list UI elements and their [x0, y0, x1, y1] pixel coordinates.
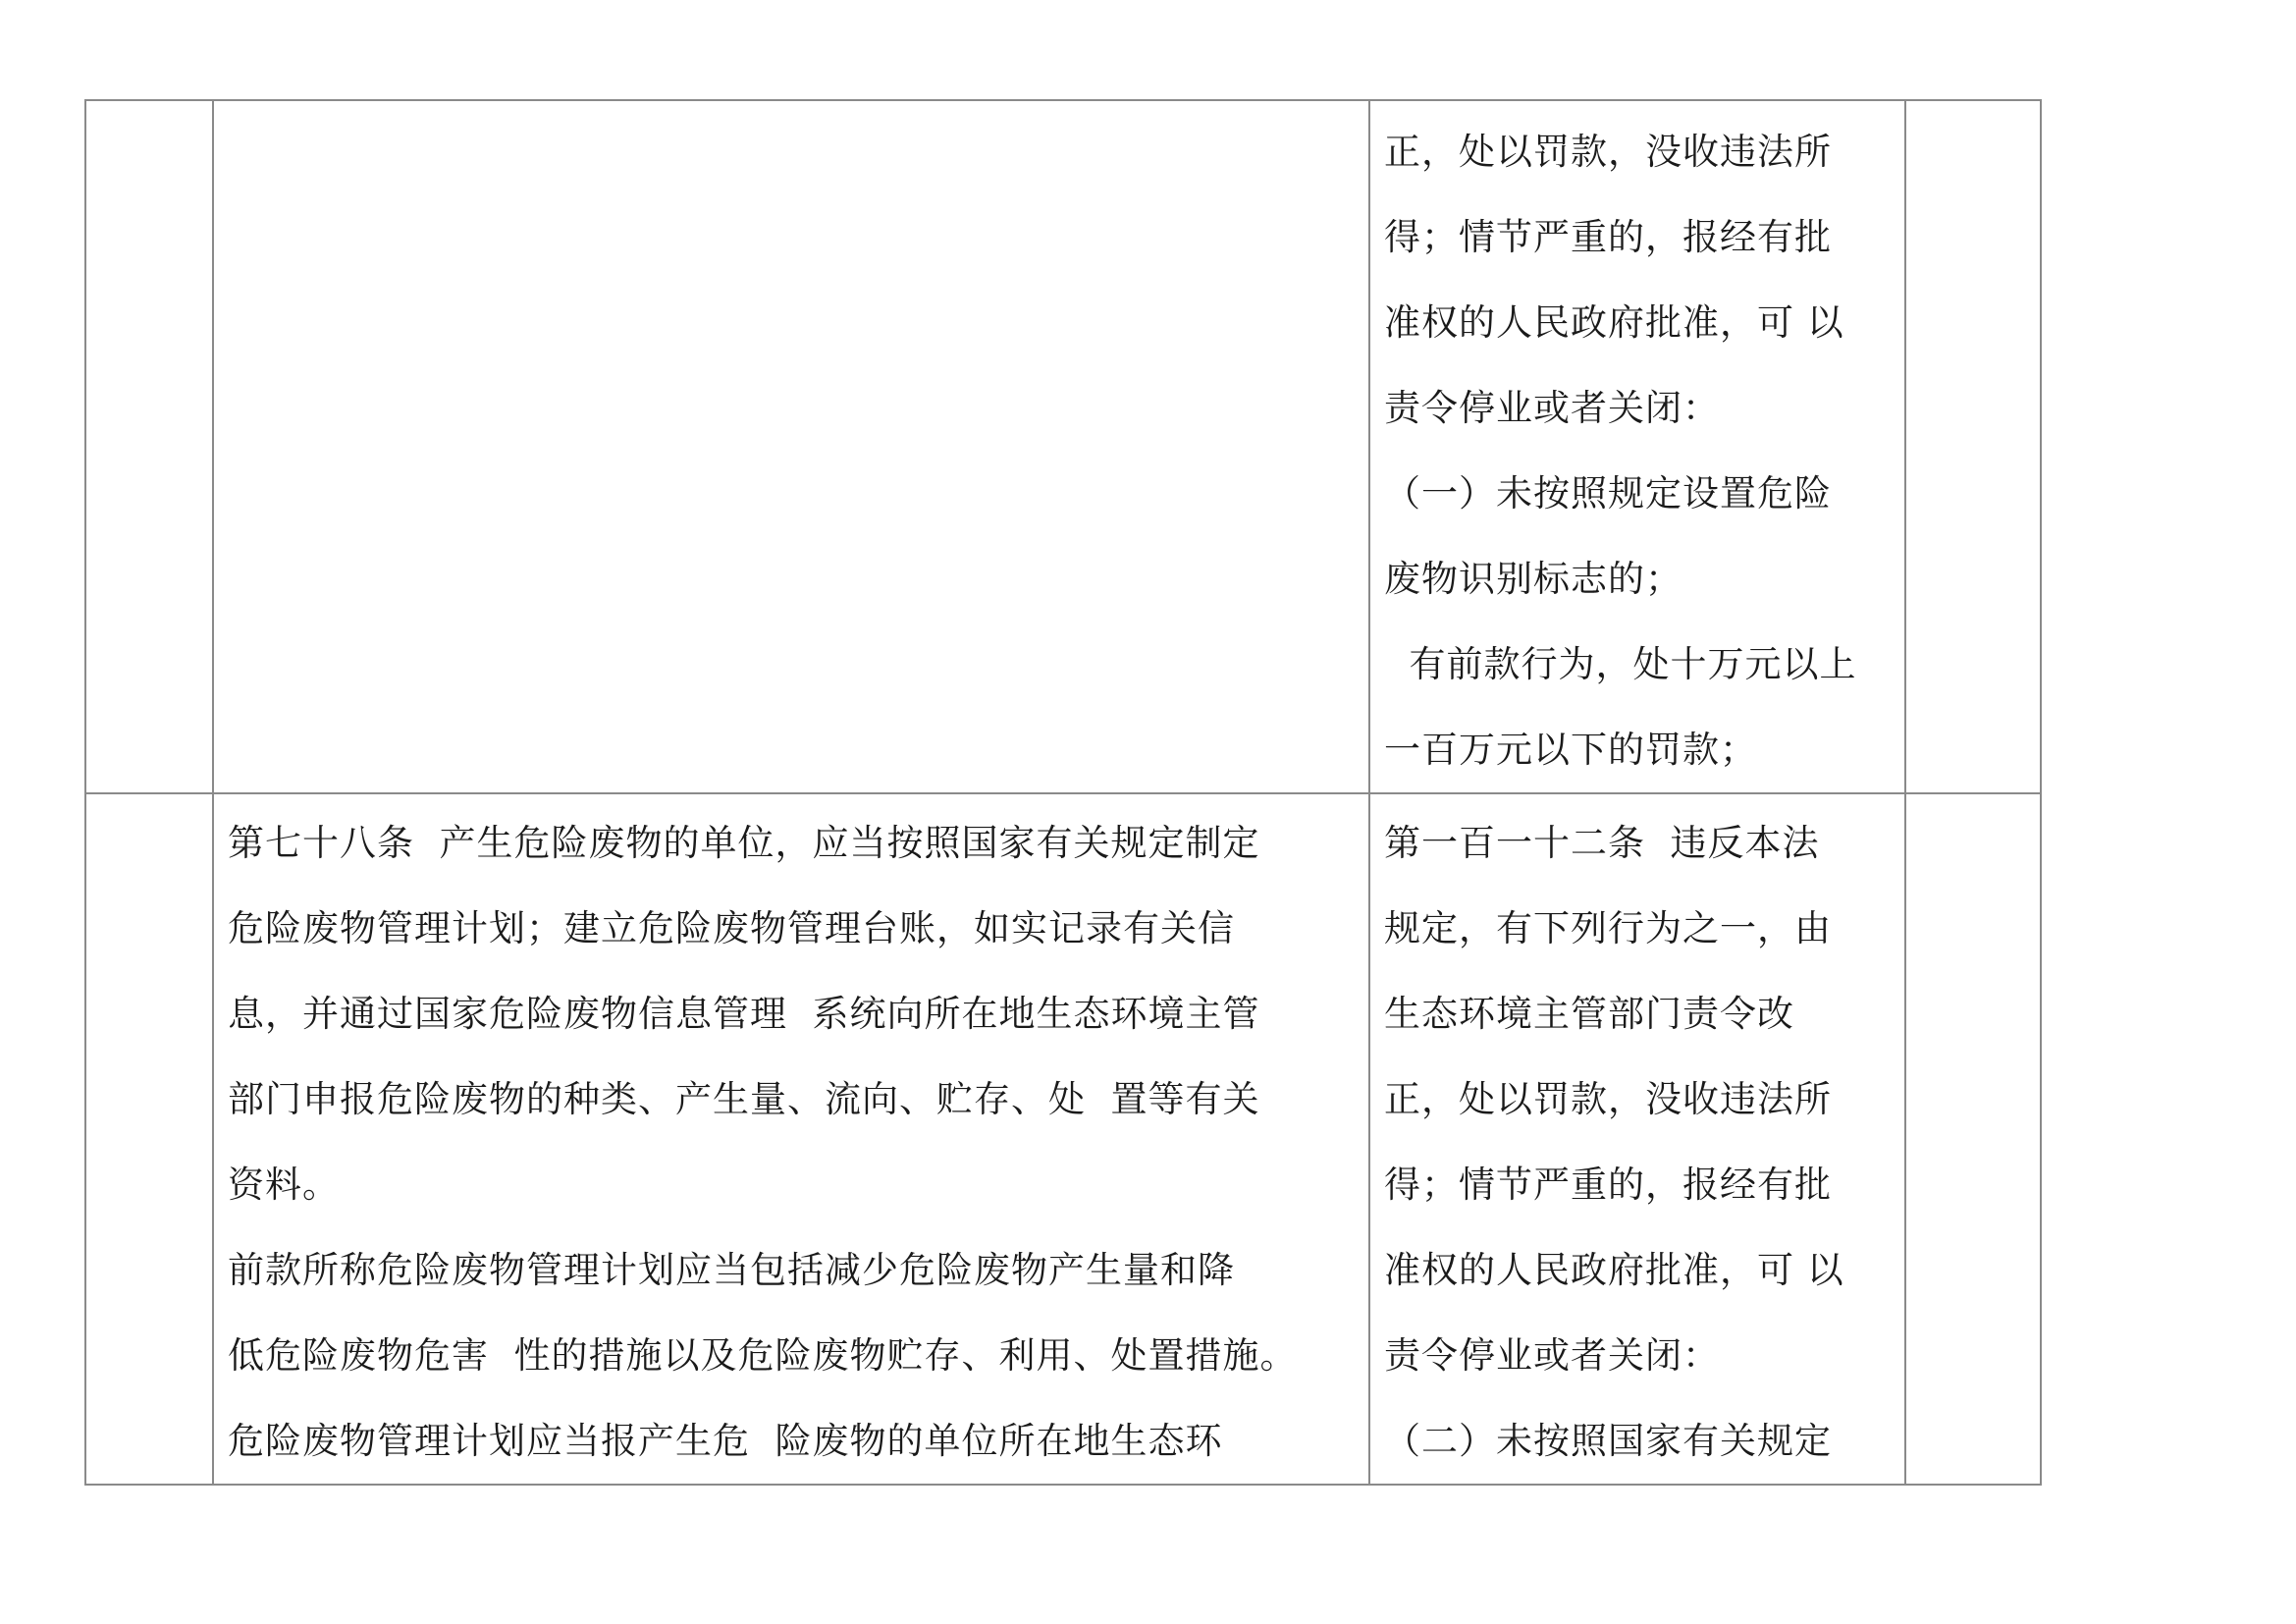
penalty-cell [1369, 793, 1905, 1485]
text-line: 第七十八条 产生危险废物的单位，应当按照国家有关规定制定 [228, 822, 1260, 864]
text-line: 责令停业或者关闭： [1384, 1334, 1720, 1377]
text-line: 资料。 [228, 1164, 340, 1206]
law-article-text [214, 101, 1368, 107]
index-cell [85, 100, 213, 793]
text-line: 废物识别标志的； [1384, 558, 1682, 600]
text-line: 正，处以罚款，没收违法所 [1384, 131, 1832, 173]
penalty-cell [1369, 100, 1905, 793]
text-line: 低危险废物危害 性的措施以及危险废物贮存、利用、处置措施。 [228, 1334, 1298, 1377]
text-line: 责令停业或者关闭： [1384, 387, 1720, 429]
text-line: 规定，有下列行为之一，由 [1384, 907, 1832, 949]
penalty-text [1370, 794, 1904, 1484]
text-line: （二）未按照国家有关规定 [1384, 1420, 1832, 1462]
text-line: 生态环境主管部门责令改 [1384, 993, 1794, 1035]
penalty-text [1370, 101, 1904, 792]
text-line: 得；情节严重的，报经有批 [1384, 1164, 1832, 1206]
table-row [85, 793, 2041, 1485]
text-line: 准权的人民政府批准，可 以 [1384, 301, 1844, 344]
text-line: （一）未按照规定设置危险 [1384, 472, 1832, 514]
text-line: 息，并通过国家危险废物信息管理 系统向所在地生态环境主管 [228, 993, 1260, 1035]
text-line: 危险废物管理计划；建立危险废物管理台账，如实记录有关信 [228, 907, 1235, 949]
law-article-cell [213, 100, 1369, 793]
remarks-cell [1905, 793, 2041, 1485]
regulation-table [84, 99, 2042, 1486]
text-line: 有前款行为，处十万元以上 [1384, 643, 1857, 685]
index-cell [85, 793, 213, 1485]
text-line: 准权的人民政府批准，可 以 [1384, 1249, 1844, 1291]
text-line: 正，处以罚款，没收违法所 [1384, 1078, 1832, 1120]
text-line: 第一百一十二条 违反本法 [1384, 822, 1820, 864]
text-line: 得；情节严重的，报经有批 [1384, 216, 1832, 258]
law-article-cell [213, 793, 1369, 1485]
text-line: 前款所称危险废物管理计划应当包括减少危险废物产生量和降 [228, 1249, 1235, 1291]
remarks-cell [1905, 100, 2041, 793]
law-article-text [214, 794, 1368, 1484]
text-line: 部门申报危险废物的种类、产生量、流向、贮存、处 置等有关 [228, 1078, 1260, 1120]
table-row [85, 100, 2041, 793]
text-line: 一百万元以下的罚款； [1384, 729, 1757, 771]
text-line: 危险废物管理计划应当报产生危 险废物的单位所在地生态环 [228, 1420, 1223, 1462]
